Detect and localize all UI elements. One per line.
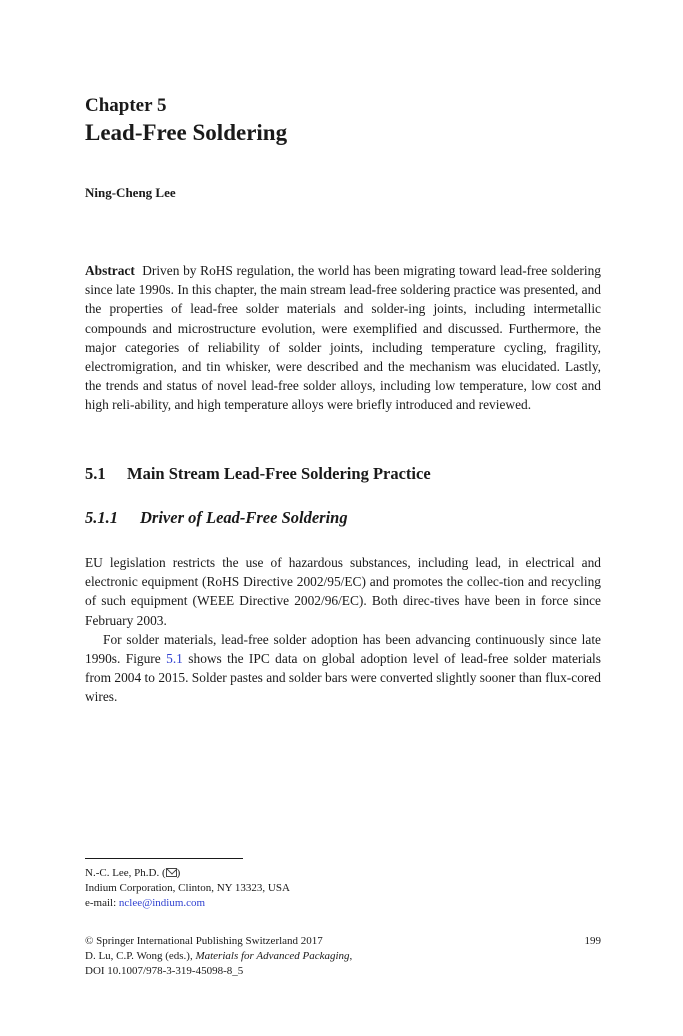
book-title: Materials for Advanced Packaging xyxy=(195,950,350,962)
author-name: Ning-Cheng Lee xyxy=(85,185,176,200)
email-link[interactable]: nclee@indium.com xyxy=(118,897,206,909)
envelope-icon xyxy=(166,868,177,877)
abstract-text: Driven by RoHS regulation, the world has been migrating toward lead-free soldering since late 1990s. In this chapter, the main stream lead-free soldering practice was presented, and the properties of lead-free solder materials and solder-ing joints, including intermetallic compounds and microstructure evolution, were exemplified and discussed. Furthermore, the major categories of reliability of solder joints, including temperature cycling, fragility, electromigration, and tin whisker, were described and the mechanism was elucidated. Lastly, the trends and status of novel lead-free solder alloys, including low temperature, low cost and high reli-ability, and high temperature alloys were briefly introduced and reviewed. xyxy=(85,263,601,413)
paragraph-2-after: shows the IPC data on global adoption level of lead-free solder materials from 2004 to 2015. Solder pastes and solder bars were converted slightly sooner than flux-cored wires. xyxy=(85,651,601,705)
footnote-author xyxy=(85,866,180,881)
figure-link[interactable]: 5.1 xyxy=(166,651,183,667)
abstract-label: Abstract xyxy=(85,263,135,278)
footnote-author-close: ) xyxy=(176,867,181,879)
subsection-heading xyxy=(85,507,348,529)
paragraph-1: EU legislation restricts the use of hazardous substances, including lead, in electrical and electronic equipment (RoHS Directive 2002/95/EC) and promotes the collec-tion and recycling of such equipment (WEEE Directive 2002/96/EC). Both direc-tives have been in force since February 2003. xyxy=(85,555,601,628)
footnote-author-text: N.-C. Lee, Ph.D. ( xyxy=(85,867,166,879)
book-editors: D. Lu, C.P. Wong (eds.), xyxy=(85,950,193,962)
book-citation: D. Lu, C.P. Wong (eds.), Materials for Advanced Packaging, xyxy=(85,950,353,962)
paragraph-2 xyxy=(85,630,601,707)
section-heading xyxy=(85,463,431,485)
page-number: 199 xyxy=(584,935,601,947)
subsection-number: 5.1.1 xyxy=(85,508,118,527)
subsection-title: Driver of Lead-Free Soldering xyxy=(140,508,348,527)
footnote-affiliation: Indium Corporation, Clinton, NY 13323, USA xyxy=(85,882,290,894)
chapter-title: Lead-Free Soldering xyxy=(85,120,288,145)
section-number: 5.1 xyxy=(85,464,106,483)
footnote-divider xyxy=(85,858,243,859)
copyright: © Springer International Publishing Switzerland 2017 xyxy=(85,935,323,947)
footnote-email-line xyxy=(85,896,205,911)
chapter-label: Chapter 5 xyxy=(85,95,167,116)
abstract xyxy=(85,261,601,415)
body-text xyxy=(85,553,601,707)
doi: DOI 10.1007/978-3-319-45098-8_5 xyxy=(85,965,244,977)
email-label: e-mail: xyxy=(85,897,117,909)
section-title: Main Stream Lead-Free Soldering Practice xyxy=(127,464,431,483)
paragraph-2-before: For solder materials, lead-free solder adoption has been advancing continuously since late 1990s. Figure xyxy=(85,631,601,667)
